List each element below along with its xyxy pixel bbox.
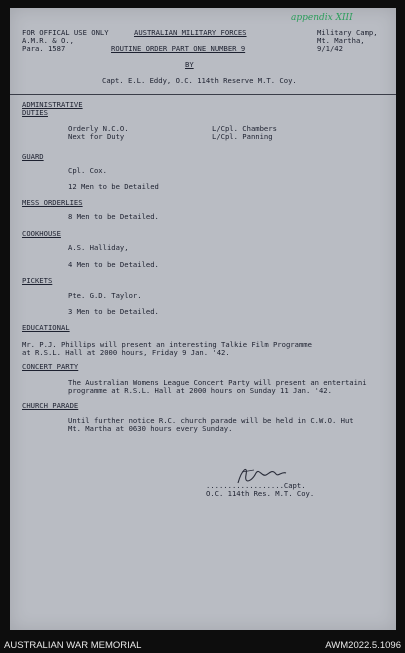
section-heading-church-parade: CHURCH PARADE [22, 401, 79, 410]
duty-role-2: Next for Duty [68, 132, 125, 141]
cookhouse-line-1: A.S. Halliday, [68, 243, 129, 252]
church-line-2: Mt. Martha at 0630 hours every Sunday. [68, 424, 233, 433]
header-right-3: 9/1/42 [317, 44, 343, 53]
header-right-1: Military Camp, [317, 28, 378, 37]
educational-line-2: at R.S.L. Hall at 2000 hours, Friday 9 Jan. '42. [22, 348, 230, 357]
concert-line-1: The Australian Womens League Concert Party will present an entertaini [68, 378, 367, 387]
section-heading-administrative: ADMINISTRATIVE [22, 100, 83, 109]
header-left-3: Para. 1587 [22, 44, 66, 53]
section-heading-mess-orderlies: MESS ORDERLIES [22, 198, 83, 207]
header-left-1: FOR OFFICAL USE ONLY [22, 28, 109, 37]
footer-accession-number: AWM2022.5.1096 [325, 640, 401, 651]
duty-name-1: L/Cpl. Chambers [212, 124, 277, 133]
mess-line-1: 8 Men to be Detailed. [68, 212, 159, 221]
section-heading-guard: GUARD [22, 152, 44, 161]
section-heading-cookhouse: COOKHOUSE [22, 229, 61, 238]
educational-line-1: Mr. P.J. Phillips will present an interesting Talkie Film Programme [22, 340, 312, 349]
handwritten-annotation: appendix XIII [291, 13, 353, 23]
section-heading-concert-party: CONCERT PARTY [22, 362, 79, 371]
footer-institution: AUSTRALIAN WAR MEMORIAL [4, 640, 142, 651]
guard-line-1: Cpl. Cox. [68, 166, 107, 175]
signature-title: O.C. 114th Res. M.T. Coy. [206, 489, 315, 498]
duty-name-2: L/Cpl. Panning [212, 132, 273, 141]
church-line-1: Until further notice R.C. church parade will be held in C.W.O. Hut [68, 416, 354, 425]
document-page [10, 8, 396, 630]
header-title: AUSTRALIAN MILITARY FORCES [134, 28, 247, 37]
pickets-line-1: Pte. G.D. Taylor. [68, 291, 142, 300]
cookhouse-line-2: 4 Men to be Detailed. [68, 260, 159, 269]
duty-role-1: Orderly N.C.O. [68, 124, 129, 133]
header-order-number: ROUTINE ORDER PART ONE NUMBER 9 [111, 44, 246, 53]
pickets-line-2: 3 Men to be Detailed. [68, 307, 159, 316]
section-heading-educational: EDUCATIONAL [22, 323, 70, 332]
guard-line-2: 12 Men to be Detailed [68, 182, 159, 191]
header-by: BY [185, 60, 194, 69]
concert-line-2: programme at R.S.L. Hall at 2000 hours on Sunday 11 Jan. '42. [68, 386, 332, 395]
section-heading-duties: DUTIES [22, 108, 48, 117]
signature-line: ..................Capt. [206, 481, 306, 490]
header-divider [10, 94, 396, 95]
section-heading-pickets: PICKETS [22, 276, 53, 285]
header-left-2: A.M.R. & O., [22, 36, 74, 45]
header-right-2: Mt. Martha, [317, 36, 365, 45]
byline: Capt. E.L. Eddy, O.C. 114th Reserve M.T. Coy. [102, 76, 297, 85]
